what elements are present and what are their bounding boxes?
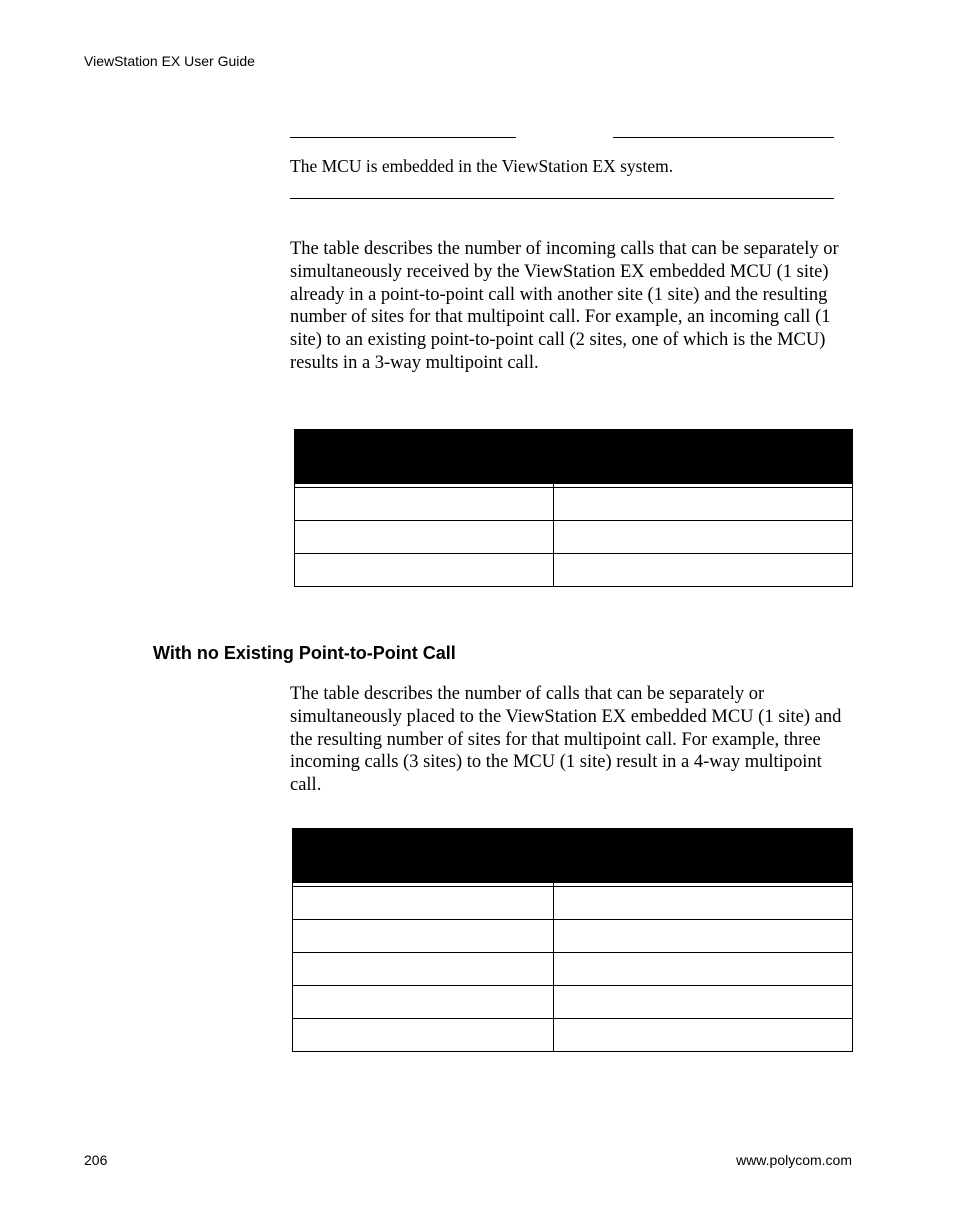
- table-row: [295, 554, 853, 587]
- note-top-rule-left: [290, 137, 516, 138]
- table-cell: [295, 521, 554, 554]
- note-bottom-rule: [290, 198, 834, 199]
- table-cell: [554, 920, 853, 953]
- table-header-row: [293, 829, 853, 883]
- table-row: [295, 488, 853, 521]
- table-row: [293, 887, 853, 920]
- table-cell: [554, 953, 853, 986]
- table-header-cell: [293, 829, 554, 883]
- section-heading: With no Existing Point-to-Point Call: [153, 643, 456, 663]
- table-cell: [554, 986, 853, 1019]
- no-existing-call-table: [292, 828, 853, 1052]
- table-cell: [554, 1019, 853, 1052]
- table-cell: [293, 887, 554, 920]
- table-header-cell: [295, 430, 554, 484]
- table-header-row: [295, 430, 853, 484]
- table-header-cell: [554, 829, 853, 883]
- table-cell: [295, 554, 554, 587]
- intro-paragraph: The table describes the number of incoming calls that can be separately or simultaneously received by the ViewStation EX embedded MCU (1 site) already in a point-to-point call with another site (1 site) and the resulting number of sites for that multipoint call. For example, an incoming call (1 site) to an existing point-to-point call (2 sites, one of which is the MCU) results in a 3-way multipoint call.: [290, 239, 839, 373]
- table-cell: [295, 488, 554, 521]
- section-paragraph: The table describes the number of calls that can be separately or simultaneously placed to the ViewStation EX embedded MCU (1 site) and the resulting number of sites for that multipoint call. For example, three incoming calls (3 sites) to the MCU (1 site) result in a 4-way multipoint call.: [290, 684, 842, 796]
- table-cell: [554, 887, 853, 920]
- table-row: [295, 521, 853, 554]
- table-cell: [293, 986, 554, 1019]
- existing-call-table: [294, 429, 853, 587]
- table-cell: [554, 488, 853, 521]
- table-row: [293, 1019, 853, 1052]
- table-header-cell: [554, 430, 853, 484]
- running-header: ViewStation EX User Guide: [84, 53, 255, 69]
- table-row: [293, 986, 853, 1019]
- table-cell: [293, 1019, 554, 1052]
- page-number: 206: [84, 1152, 108, 1168]
- table-cell: [554, 554, 853, 587]
- table-cell: [554, 521, 853, 554]
- footer-url: www.polycom.com: [736, 1152, 852, 1168]
- note-top-rule-right: [613, 137, 834, 138]
- table-row: [293, 953, 853, 986]
- table-row: [293, 920, 853, 953]
- table-cell: [293, 953, 554, 986]
- note-text: The MCU is embedded in the ViewStation EX system.: [290, 156, 674, 176]
- table-cell: [293, 920, 554, 953]
